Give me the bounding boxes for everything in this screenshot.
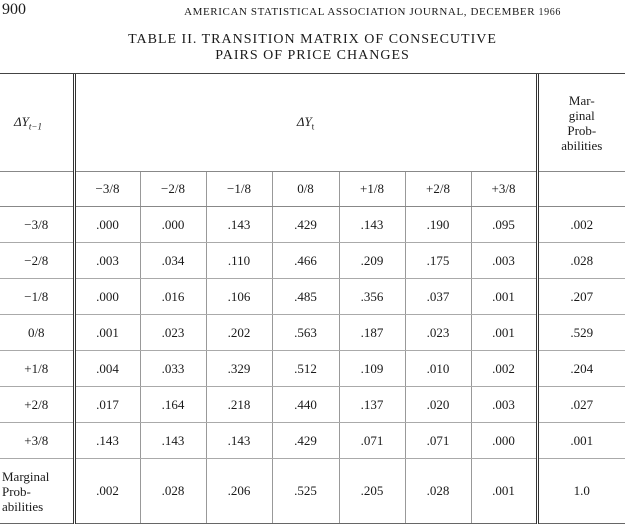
- table-cell: .095: [471, 207, 537, 243]
- table-cell: .440: [272, 387, 339, 423]
- table-cell: .110: [206, 243, 272, 279]
- table-cell: .020: [405, 387, 471, 423]
- table-cell: .010: [405, 351, 471, 387]
- column-header: +2/8: [405, 172, 471, 207]
- column-header: +3/8: [471, 172, 537, 207]
- row-marginal: .028: [537, 243, 625, 279]
- table-cell: .003: [471, 243, 537, 279]
- column-header: −1/8: [206, 172, 272, 207]
- marginal-row-label: Marginal Prob- abilities: [0, 459, 74, 524]
- table-cell: .001: [471, 279, 537, 315]
- table-cell: .466: [272, 243, 339, 279]
- table-cell: .143: [74, 423, 140, 459]
- row-label: +1/8: [0, 351, 74, 387]
- table-cell: .034: [140, 243, 206, 279]
- table-cell: .016: [140, 279, 206, 315]
- table-cell: .563: [272, 315, 339, 351]
- table-cell: .023: [140, 315, 206, 351]
- table-cell: .187: [339, 315, 405, 351]
- column-group-header: $\Delta Y_t$: [74, 74, 537, 172]
- table-cell: .033: [140, 351, 206, 387]
- page-number: 900: [2, 1, 26, 18]
- table-cell: .143: [206, 207, 272, 243]
- marginal-cell: .525: [272, 459, 339, 524]
- running-head-month: DECEMBER: [470, 6, 536, 18]
- table-cell: .000: [140, 207, 206, 243]
- table-cell: .000: [471, 423, 537, 459]
- table-row: [0, 423, 625, 459]
- table-cell: .002: [471, 351, 537, 387]
- table-cell: .000: [74, 207, 140, 243]
- table-cell: .202: [206, 315, 272, 351]
- stub-blank: [0, 172, 74, 207]
- column-header: +1/8: [339, 172, 405, 207]
- table-cell: .003: [74, 243, 140, 279]
- marginal-cell: .002: [74, 459, 140, 524]
- column-header-row: [0, 172, 625, 207]
- table-cell: .209: [339, 243, 405, 279]
- marginal-row: [0, 459, 625, 524]
- table-cell: .429: [272, 423, 339, 459]
- table-cell: .143: [339, 207, 405, 243]
- table-cell: .001: [471, 315, 537, 351]
- table-cell: .175: [405, 243, 471, 279]
- row-marginal: .027: [537, 387, 625, 423]
- row-label: −1/8: [0, 279, 74, 315]
- table-cell: .329: [206, 351, 272, 387]
- table-cell: .003: [471, 387, 537, 423]
- row-marginal: .002: [537, 207, 625, 243]
- table-title: [0, 32, 625, 64]
- running-head-year: 1966: [538, 7, 561, 18]
- row-marginal: .204: [537, 351, 625, 387]
- table-row: [0, 207, 625, 243]
- column-header: −2/8: [140, 172, 206, 207]
- table-cell: .143: [206, 423, 272, 459]
- table-cell: .106: [206, 279, 272, 315]
- row-label: +2/8: [0, 387, 74, 423]
- running-head-journal: AMERICAN STATISTICAL ASSOCIATION JOURNAL,: [184, 6, 468, 18]
- column-header: 0/8: [272, 172, 339, 207]
- marginal-cell: .028: [405, 459, 471, 524]
- marginal-header: Mar- ginal Prob- abilities: [537, 74, 625, 172]
- marginal-blank: [537, 172, 625, 207]
- row-label: −3/8: [0, 207, 74, 243]
- table-cell: .512: [272, 351, 339, 387]
- transition-matrix-table: [0, 73, 625, 524]
- table-cell: .429: [272, 207, 339, 243]
- table-cell: .004: [74, 351, 140, 387]
- table-cell: .137: [339, 387, 405, 423]
- table-cell: .485: [272, 279, 339, 315]
- table-title-line-2: PAIRS OF PRICE CHANGES: [215, 48, 410, 63]
- table-cell: .109: [339, 351, 405, 387]
- table-cell: .017: [74, 387, 140, 423]
- table-cell: .218: [206, 387, 272, 423]
- row-marginal: .001: [537, 423, 625, 459]
- table-row: [0, 243, 625, 279]
- row-label: +3/8: [0, 423, 74, 459]
- table-cell: .356: [339, 279, 405, 315]
- marginal-total: 1.0: [537, 459, 625, 524]
- table-cell: .023: [405, 315, 471, 351]
- table-cell: .000: [74, 279, 140, 315]
- column-header: −3/8: [74, 172, 140, 207]
- row-marginal: .207: [537, 279, 625, 315]
- table-cell: .190: [405, 207, 471, 243]
- table-cell: .071: [405, 423, 471, 459]
- marginal-cell: .206: [206, 459, 272, 524]
- table-cell: .164: [140, 387, 206, 423]
- table-row: [0, 315, 625, 351]
- row-label: −2/8: [0, 243, 74, 279]
- marginal-cell: .205: [339, 459, 405, 524]
- table-row: [0, 351, 625, 387]
- table-row: [0, 279, 625, 315]
- table-title-line-1: TABLE II. TRANSITION MATRIX OF CONSECUTIVE: [128, 32, 497, 47]
- running-head: [120, 6, 625, 18]
- row-marginal: .529: [537, 315, 625, 351]
- marginal-cell: .028: [140, 459, 206, 524]
- table-cell: .001: [74, 315, 140, 351]
- table-cell: .037: [405, 279, 471, 315]
- table-cell: .071: [339, 423, 405, 459]
- transition-matrix: [0, 74, 625, 524]
- row-label: 0/8: [0, 315, 74, 351]
- marginal-cell: .001: [471, 459, 537, 524]
- table-row: [0, 387, 625, 423]
- stub-header: $\Delta Y_{t-1}$: [0, 74, 74, 172]
- table-cell: .143: [140, 423, 206, 459]
